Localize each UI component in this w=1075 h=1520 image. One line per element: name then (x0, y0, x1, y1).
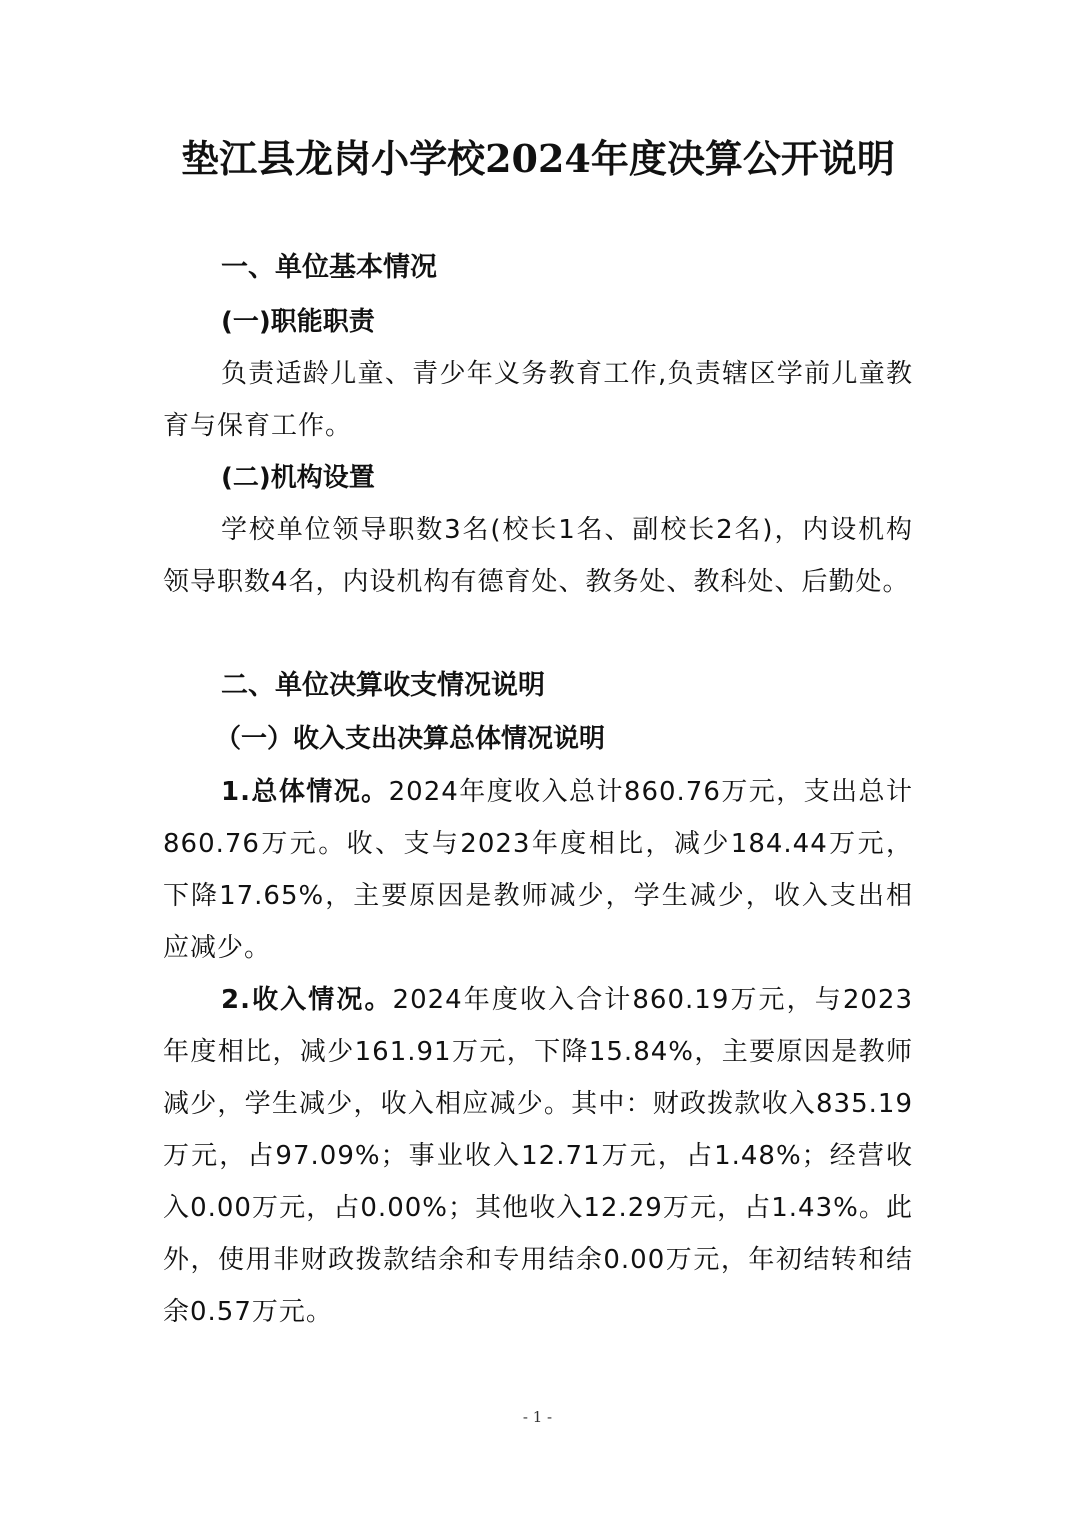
item-lead-overall: 1.总体情况。 (221, 777, 389, 807)
subsection-heading-overall: （一）收入支出决算总体情况说明 (215, 724, 606, 754)
paragraph-overall (163, 766, 913, 974)
section-heading-basic-info: 一、单位基本情况 (221, 252, 437, 283)
section-heading-budget: 二、单位决算收支情况说明 (221, 670, 545, 701)
page-number: - 1 - (522, 1408, 553, 1426)
item-lead-income: 2.收入情况。 (221, 985, 393, 1015)
document-title: 垫江县龙岗小学校2024年度决算公开说明 (181, 136, 895, 181)
paragraph-structure: 学校单位领导职数3名(校长1名、副校长2名)，内设机构领导职数4名，内设机构有德育处、教务处、教科处、后勤处。 (163, 515, 913, 597)
item-text-overall: 2024年度收入总计860.76万元，支出总计860.76万元。收、支与2023年度相比，减少184.44万元，下降17.65%，主要原因是教师减少，学生减少，收入支出相应减少。 (163, 777, 913, 963)
paragraph-duties: 负责适龄儿童、青少年义务教育工作,负责辖区学前儿童教育与保育工作。 (163, 359, 913, 441)
paragraph-income (163, 974, 913, 1338)
subsection-heading-duties: (一)职能职责 (221, 307, 375, 337)
subsection-heading-structure: (二)机构设置 (221, 463, 375, 493)
item-text-income: 2024年度收入合计860.19万元，与2023年度相比，减少161.91万元，下降15.84%，主要原因是教师减少，学生减少，收入相应减少。其中：财政拨款收入835.19万元，占97.09%；事业收入12.71万元，占1.48%；经营收入0.00万元，占0.00%；其他收入12.29万元，占1.43%。此外，使用非财政拨款结余和专用结余0.00万元，年初结转和结余0.57万元。 (163, 985, 914, 1327)
